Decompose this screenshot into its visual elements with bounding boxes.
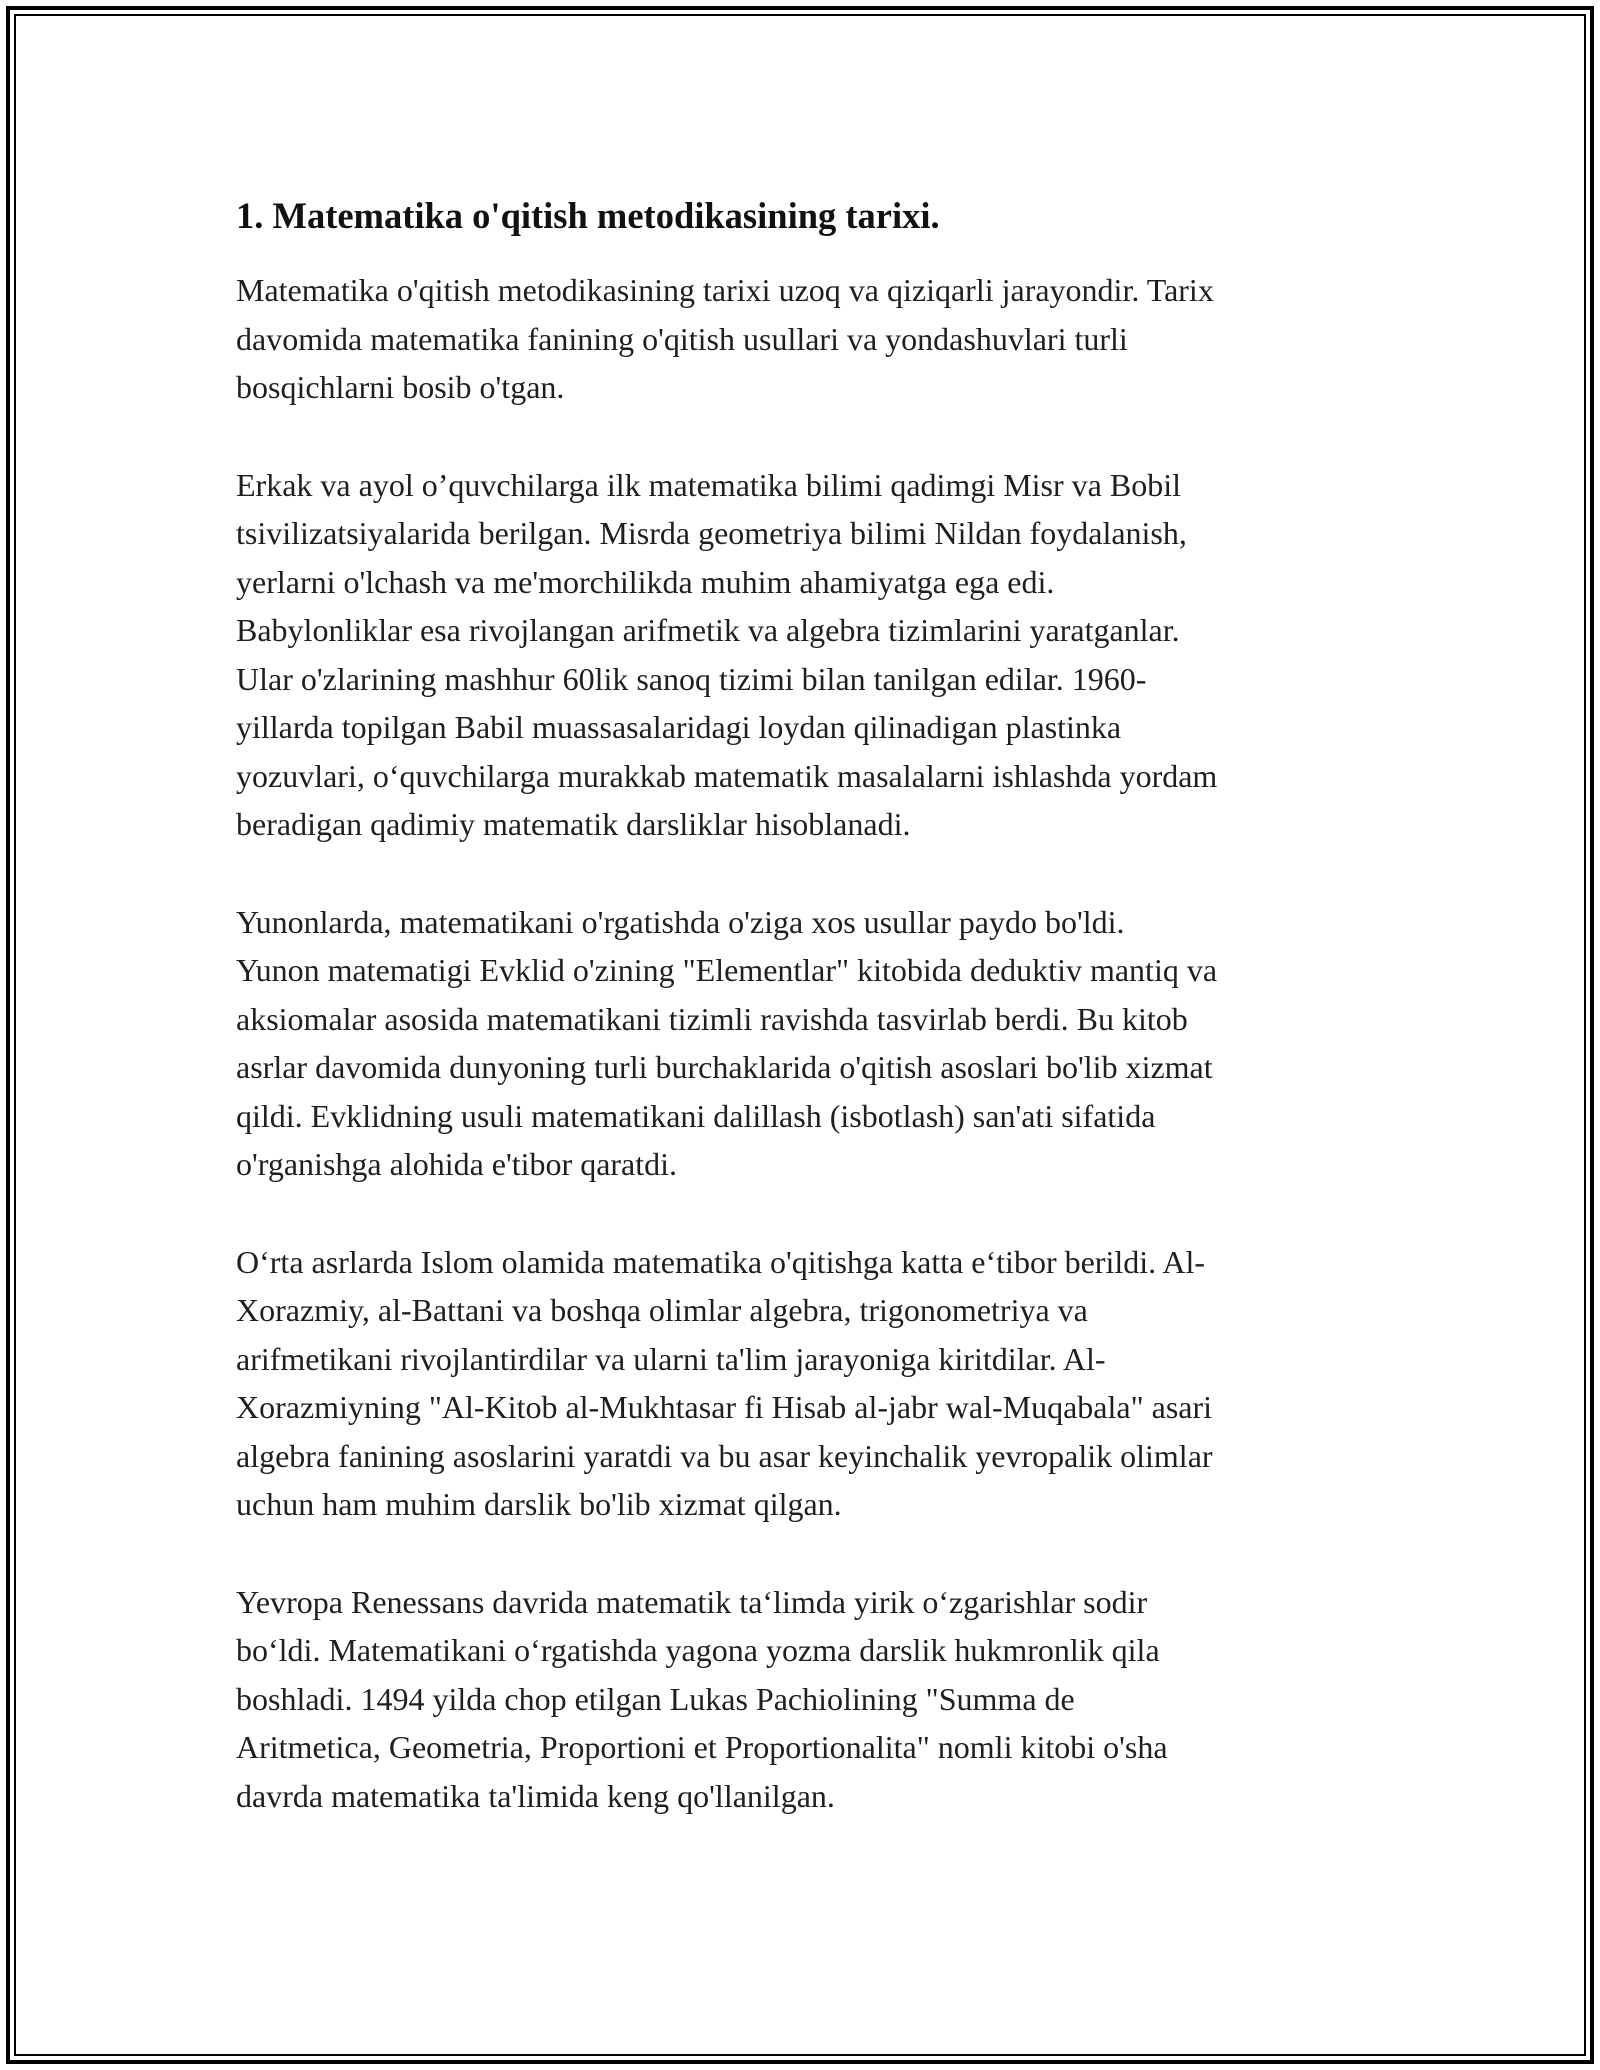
text-line: Matematika o'qitish metodikasining tarixi uzoq va qiziqarli jarayondir. Tarix bbox=[236, 272, 1214, 308]
text-line: davomida matematika fanining o'qitish usullari va yondashuvlari turli bbox=[236, 320, 1128, 357]
text-line: tsivilizatsiyalarida berilgan. Misrda geometriya bilimi Nildan foydalanish, bbox=[236, 515, 1187, 551]
text-line: Yunon matematigi Evklid o'zining "Elementlar" kitobida deduktiv mantiq va bbox=[236, 952, 1218, 988]
text-line: Xorazmiy, al-Battani va boshqa olimlar algebra, trigonometriya va bbox=[236, 1292, 1088, 1328]
text-line: beradigan qadimiy matematik darsliklar hisoblanadi. bbox=[236, 806, 911, 842]
paragraph-egypt-babylon bbox=[236, 461, 1376, 849]
paragraph-intro bbox=[236, 266, 1376, 412]
text-line: algebra fanining asoslarini yaratdi va bu asar keyinchalik yevropalik olimlar bbox=[236, 1437, 1213, 1474]
text-line: yillarda topilgan Babil muassasalaridagi loydan qilinadigan plastinka bbox=[236, 709, 1122, 745]
text-line: bosqichlarni bosib o'tgan. bbox=[236, 369, 565, 405]
text-line: arifmetikani rivojlantirdilar va ularni ta'lim jarayoniga kiritdilar. Al- bbox=[236, 1340, 1106, 1377]
text-line: uchun ham muhim darslik bo'lib xizmat qilgan. bbox=[236, 1486, 842, 1522]
text-line: yerlarni o'lchash va me'morchilikda muhim ahamiyatga ega edi. bbox=[236, 563, 1055, 600]
text-line: Aritmetica, Geometria, Proportioni et Proportionalita" nomli kitobi o'sha bbox=[236, 1729, 1168, 1765]
text-line: davrda matematika ta'limida keng qo'llanilgan. bbox=[236, 1777, 835, 1814]
text-line: boshladi. 1494 yilda chop etilgan Lukas Pachiolining "Summa de bbox=[236, 1680, 1075, 1717]
text-line: aksiomalar asosida matematikani tizimli ravishda tasvirlab berdi. Bu kitob bbox=[236, 1000, 1188, 1037]
paragraph-islamic-world bbox=[236, 1238, 1376, 1529]
document-body bbox=[236, 188, 1376, 1869]
section-heading: 1. Matematika o'qitish metodikasining tarixi. bbox=[236, 195, 940, 236]
text-line: O‘rta asrlarda Islom olamida matematika o'qitishga katta e‘tibor berildi. Al- bbox=[236, 1243, 1206, 1280]
text-line: Yevropa Renessans davrida matematik ta‘limda yirik o‘zgarishlar sodir bbox=[236, 1583, 1148, 1620]
text-line: qildi. Evklidning usuli matematikani dalillash (isbotlash) san'ati sifatida bbox=[236, 1097, 1156, 1134]
paragraph-greece bbox=[236, 898, 1376, 1189]
paragraph-renaissance bbox=[236, 1578, 1376, 1821]
text-line: Babylonliklar esa rivojlangan arifmetik va algebra tizimlarini yaratganlar. bbox=[236, 612, 1180, 648]
text-line: asrlar davomida dunyoning turli burchaklarida o'qitish asoslari bo'lib xizmat bbox=[236, 1049, 1213, 1085]
text-line: Xorazmiyning "Al-Kitob al-Mukhtasar fi Hisab al-jabr wal-Muqabala" asari bbox=[236, 1389, 1213, 1425]
text-line: yozuvlari, o‘quvchilarga murakkab matematik masalalarni ishlashda yordam bbox=[236, 757, 1218, 794]
text-line: o'rganishga alohida e'tibor qaratdi. bbox=[236, 1146, 678, 1182]
text-line: Erkak va ayol o’quvchilarga ilk matematika bilimi qadimgi Misr va Bobil bbox=[236, 466, 1181, 503]
text-line: bo‘ldi. Matematikani o‘rgatishda yagona yozma darslik hukmronlik qila bbox=[236, 1632, 1160, 1668]
text-line: Yunonlarda, matematikani o'rgatishda o'ziga xos usullar paydo bo'ldi. bbox=[236, 903, 1125, 940]
text-line: Ular o'zlarining mashhur 60lik sanoq tizimi bilan tanilgan edilar. 1960- bbox=[236, 660, 1147, 697]
